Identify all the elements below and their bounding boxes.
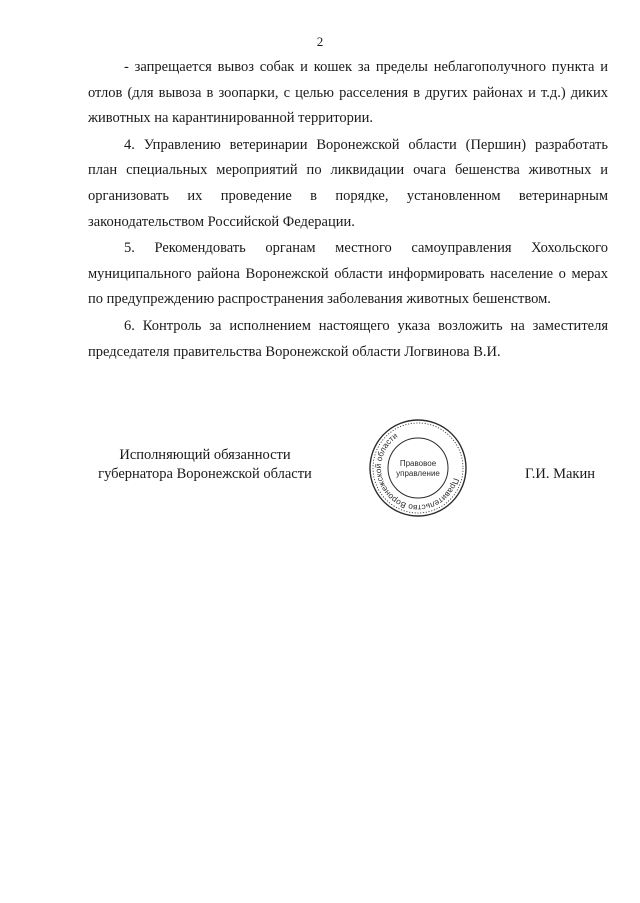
seal-outer-text: Правительство Воронежской области <box>373 431 461 513</box>
signatory-title-line2: губернатора Воронежской области <box>98 466 312 482</box>
official-seal <box>368 418 468 518</box>
signatory-title <box>60 446 350 484</box>
page-number: 2 <box>316 34 324 49</box>
seal-inner-line2: управление <box>396 469 440 478</box>
paragraph-prohibition: - запрещается вывоз собак и кошек за пределы неблагополучного пункта и отлов (для вывоза в зоопарки, с целью расселения в других районах и т.д.) диких животных на карантинированной территории. <box>88 59 608 127</box>
paragraph-6: 6. Контроль за исполнением настоящего указа возложить на заместителя председателя правительства Воронежской области Логвинова В.И. <box>88 317 608 360</box>
paragraph-4: 4. Управлению ветеринарии Воронежской области (Першин) разработать план специальных мероприятий по ликвидации очага бешенства животных и организовать их проведение в порядке, установленном ветеринарным законодательством Российской Федерации. <box>88 136 608 230</box>
paragraph-5: 5. Рекомендовать органам местного самоуправления Хохольского муниципального района Воронежской области информировать население о мерах по предупреждению распространения заболевания животных бешенством. <box>88 240 608 308</box>
document-body <box>88 55 608 366</box>
signatory-title-line1: Исполняющий обязанности <box>119 447 291 463</box>
seal-inner-line1: Правовое <box>399 459 437 468</box>
signatory-name: Г.И. Макин <box>525 466 595 482</box>
